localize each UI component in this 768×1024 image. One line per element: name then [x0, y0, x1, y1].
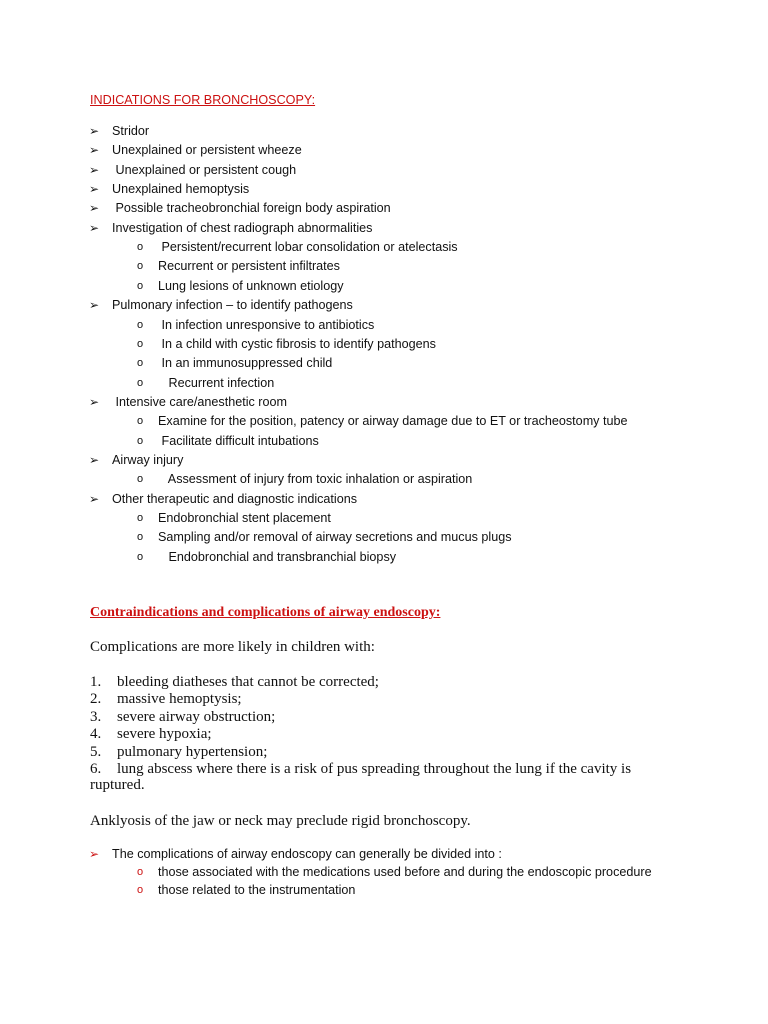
item-number: 1.: [90, 674, 102, 690]
complications-lead-text: The complications of airway endoscopy can generally be divided into :: [112, 847, 502, 861]
arrow-bullet-icon: ➢: [89, 491, 100, 506]
arrow-bullet-icon: ➢: [89, 201, 100, 216]
numbered-item-text: bleeding diatheses that cannot be corrected;: [117, 674, 379, 690]
list-item-text: Unexplained hemoptysis: [112, 182, 250, 197]
list-item-text: Pulmonary infection – to identify pathogens: [112, 298, 353, 313]
numbered-item-text: massive hemoptysis;: [117, 691, 242, 708]
circle-bullet-icon: o: [137, 376, 144, 389]
list-item-text: Endobronchial stent placement: [158, 511, 331, 525]
list-item-text: Sampling and/or removal of airway secretions and mucus plugs: [158, 530, 512, 545]
list-item-text: Other therapeutic and diagnostic indications: [112, 491, 358, 506]
list-item-text: Unexplained or persistent cough: [112, 162, 297, 177]
list-item-text: Intensive care/anesthetic room: [112, 394, 288, 409]
circle-bullet-icon: o: [137, 884, 144, 896]
arrow-bullet-icon: ➢: [89, 394, 100, 409]
list-item-text: Facilitate difficult intubations: [158, 433, 319, 448]
list-item-text: Investigation of chest radiograph abnormalities: [112, 220, 373, 235]
circle-bullet-icon: o: [137, 260, 144, 273]
circle-bullet-icon: o: [137, 512, 144, 524]
arrow-bullet-icon: ➢: [89, 452, 100, 467]
numbered-item-text: severe airway obstruction;: [117, 708, 276, 725]
circle-bullet-icon: o: [137, 279, 144, 292]
complications-intro: Complications are more likely in children with:: [90, 639, 375, 655]
anklyosis-note: Anklyosis of the jaw or neck may preclude rigid bronchoscopy.: [90, 813, 471, 829]
list-item-text: In an immunosuppressed child: [158, 356, 333, 371]
circle-bullet-icon: o: [137, 337, 144, 350]
contraindications-heading: Contraindications and complications of airway endoscopy:: [90, 605, 441, 620]
complications-sub-text: those related to the instrumentation: [158, 883, 356, 897]
item-number: 4.: [90, 726, 102, 743]
circle-bullet-icon: o: [137, 550, 144, 563]
list-item-text: Persistent/recurrent lobar consolidation or atelectasis: [158, 240, 458, 255]
circle-bullet-icon: o: [137, 866, 144, 878]
arrow-bullet-icon: ➢: [89, 298, 100, 313]
complications-sub-text: those associated with the medications used before and during the endoscopic procedure: [158, 865, 652, 879]
arrow-bullet-icon: ➢: [89, 162, 100, 177]
list-item-text: Airway injury: [112, 452, 184, 467]
circle-bullet-icon: o: [137, 415, 144, 428]
arrow-bullet-icon: ➢: [89, 124, 100, 138]
circle-bullet-icon: o: [137, 357, 144, 370]
numbered-item-text: lung abscess where there is a risk of pus spreading throughout the lung if the cavity is: [117, 761, 632, 777]
item-number: 5.: [90, 743, 102, 760]
list-item-text: Recurrent or persistent infiltrates: [158, 259, 340, 274]
list-item-text: Stridor: [112, 124, 150, 138]
circle-bullet-icon: o: [137, 531, 144, 544]
circle-bullet-icon: o: [137, 473, 144, 486]
list-item-text: Examine for the position, patency or airway damage due to ET or tracheostomy tube: [158, 414, 628, 429]
list-item-text: Recurrent infection: [158, 375, 275, 390]
list-item-text: Possible tracheobronchial foreign body aspiration: [112, 201, 391, 216]
list-item-text: Unexplained or persistent wheeze: [112, 143, 302, 158]
arrow-bullet-icon: ➢: [89, 182, 100, 197]
item-number: 2.: [90, 691, 102, 708]
arrow-bullet-icon: ➢: [89, 143, 100, 158]
arrow-bullet-icon: ➢: [89, 847, 100, 861]
ruptured-continuation: ruptured.: [90, 777, 145, 793]
circle-bullet-icon: o: [137, 434, 144, 447]
arrow-bullet-icon: ➢: [89, 220, 100, 235]
item-number: 6.: [90, 761, 102, 777]
list-item-text: In a child with cystic fibrosis to identify pathogens: [158, 336, 436, 351]
list-item-text: Endobronchial and transbranchial biopsy: [158, 549, 397, 564]
list-item-text: Assessment of injury from toxic inhalation or aspiration: [158, 472, 473, 487]
circle-bullet-icon: o: [137, 318, 144, 331]
list-item-text: Lung lesions of unknown etiology: [158, 278, 344, 293]
numbered-item-text: severe hypoxia;: [117, 726, 212, 743]
item-number: 3.: [90, 708, 102, 725]
numbered-item-text: pulmonary hypertension;: [117, 743, 268, 760]
circle-bullet-icon: o: [137, 241, 144, 254]
list-item-text: In infection unresponsive to antibiotics: [158, 317, 375, 332]
indications-heading: INDICATIONS FOR BRONCHOSCOPY:: [90, 93, 316, 107]
